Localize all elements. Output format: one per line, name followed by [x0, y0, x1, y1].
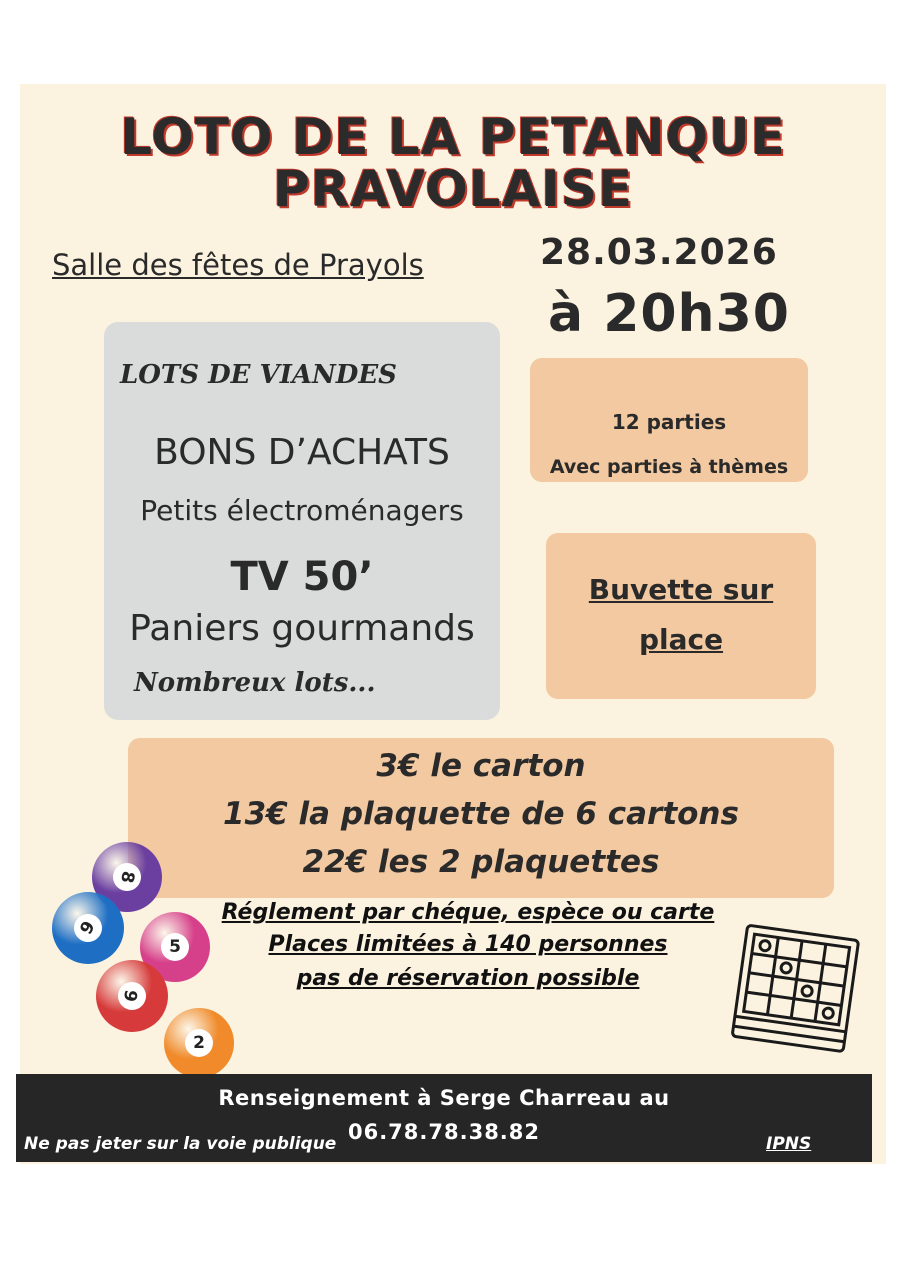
- bingo-ball-icon: [52, 892, 124, 964]
- ball-number: 2: [185, 1029, 213, 1057]
- prize-item: TV 50’: [230, 554, 374, 600]
- bingo-ball-icon: [164, 1008, 234, 1078]
- contact-phone: 06.78.78.38.82: [347, 1120, 541, 1144]
- title-line-1: LOTO DE LA PETANQUE: [120, 108, 786, 166]
- title-line-2: PRAVOLAISE: [272, 160, 634, 218]
- parties-count: 12 parties: [611, 410, 727, 434]
- venue-label: Salle des fêtes de Prayols: [52, 248, 424, 282]
- price-line: 13€ la plaquette de 6 cartons: [223, 796, 739, 832]
- info-capacity: Places limitées à 140 personnes: [268, 932, 668, 957]
- ball-number: 8: [111, 861, 143, 893]
- price-line: 3€ le carton: [376, 748, 586, 784]
- footer-bar: [16, 1074, 872, 1162]
- buvette-box: [546, 533, 816, 699]
- parties-box: [530, 358, 808, 482]
- prize-item: Petits électroménagers: [140, 494, 464, 527]
- footer-left-note: Ne pas jeter sur la voie publique: [24, 1134, 337, 1154]
- prize-item: BONS D’ACHATS: [154, 432, 450, 473]
- ball-number: 9: [69, 909, 107, 947]
- event-date: 28.03.2026: [540, 232, 778, 273]
- prize-item: Paniers gourmands: [129, 608, 475, 649]
- parties-themes: Avec parties à thèmes: [549, 456, 789, 478]
- ball-number: 5: [161, 933, 189, 961]
- footer-right-note: IPNS: [766, 1134, 812, 1154]
- event-time: à 20h30: [548, 284, 790, 344]
- bingo-ball-icon: [96, 960, 168, 1032]
- info-reservation: pas de réservation possible: [296, 966, 640, 991]
- buvette-line-2: place: [638, 623, 724, 656]
- prizes-panel: [104, 322, 500, 720]
- contact-line-1: Renseignement à Serge Charreau au: [218, 1086, 670, 1110]
- prices-box: [128, 738, 834, 898]
- buvette-line-1: Buvette sur: [588, 573, 774, 606]
- price-line: 22€ les 2 plaquettes: [302, 844, 660, 880]
- bingo-card-icon: [716, 922, 868, 1074]
- prizes-heading: LOTS DE VIANDES: [120, 360, 397, 390]
- prizes-footer: Nombreux lots...: [134, 668, 376, 698]
- info-payment: Réglement par chéque, espèce ou carte: [221, 900, 715, 925]
- ball-number: 6: [116, 980, 148, 1012]
